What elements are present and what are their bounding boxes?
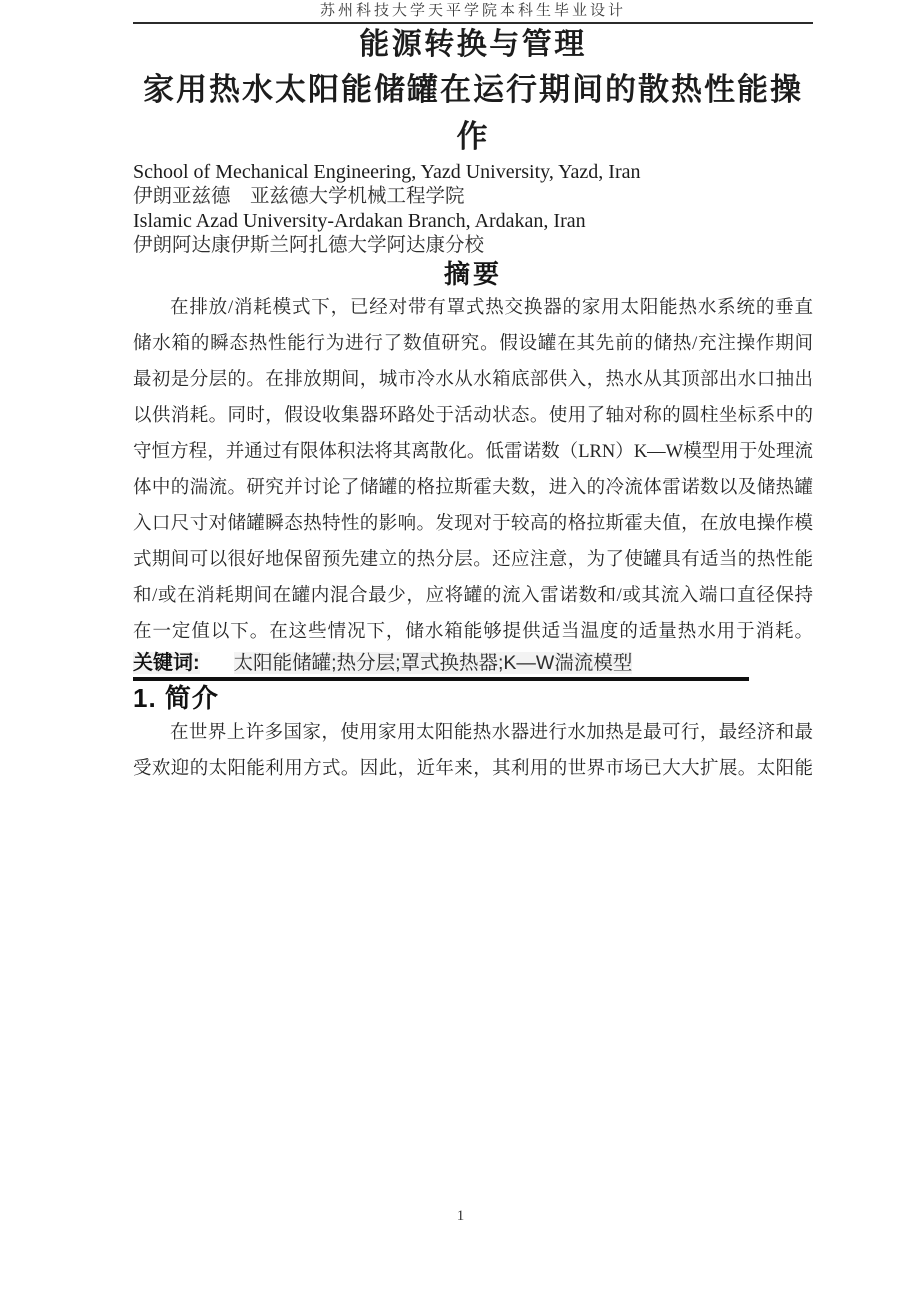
affiliation-1-chinese: 伊朗亚兹德 亚兹德大学机械工程学院 xyxy=(133,186,465,207)
intro-line: 受欢迎的太阳能利用方式。因此，近年来，其利用的世界市场已大大扩展。太阳能 xyxy=(133,759,813,779)
section-1-body xyxy=(133,715,813,787)
keywords-line xyxy=(133,650,813,677)
abstract-line: 储水箱的瞬态热性能行为进行了数值研究。假设罐在其先前的储热/充注操作期间 xyxy=(133,334,813,354)
affiliation-2-chinese: 伊朗阿达康伊斯兰阿扎德大学阿达康分校 xyxy=(133,235,485,256)
abstract-line: 入口尺寸对储罐瞬态热特性的影响。发现对于较高的格拉斯霍夫值，在放电操作模 xyxy=(133,514,813,534)
abstract-line: 最初是分层的。在排放期间，城市冷水从水箱底部供入，热水从其顶部出水口抽出 xyxy=(133,370,813,390)
affiliation-2-english: Islamic Azad University-Ardakan Branch, Ardakan, Iran xyxy=(133,210,586,232)
intro-line: 在世界上许多国家，使用家用太阳能热水器进行水加热是最可行，最经济和最 xyxy=(170,723,813,743)
page-number: 1 xyxy=(456,1208,465,1224)
keywords-label: 关键词: xyxy=(133,652,200,674)
abstract-line: 和/或在消耗期间在罐内混合最少，应将罐的流入雷诺数和/或其流入端口直径保持 xyxy=(133,586,813,606)
abstract-line: 守恒方程，并通过有限体积法将其离散化。低雷诺数（LRN）K—W模型用于处理流 xyxy=(133,442,813,462)
abstract-line: 以供消耗。同时，假设收集器环路处于活动状态。使用了轴对称的圆柱坐标系中的 xyxy=(133,406,813,426)
page-header-title: 苏州科技大学天平学院本科生毕业设计 xyxy=(319,3,626,19)
abstract-line: 式期间可以很好地保留预先建立的热分层。还应注意，为了使罐具有适当的热性能 xyxy=(133,550,813,570)
section-1-heading: 1. 简介 xyxy=(133,683,219,713)
abstract-line: 体中的湍流。研究并讨论了储罐的格拉斯霍夫数，进入的冷流体雷诺数以及储热罐 xyxy=(133,478,813,498)
keywords-value: 太阳能储罐;热分层;罩式换热器;K—W湍流模型 xyxy=(233,652,633,674)
paper-title: 家用热水太阳能储罐在运行期间的散热性能操作 xyxy=(143,72,803,154)
abstract-line: 在一定值以下。在这些情况下，储水箱能够提供适当温度的适量热水用于消耗。 xyxy=(133,622,813,642)
journal-title: 能源转换与管理 xyxy=(359,28,587,61)
affiliation-1-english: School of Mechanical Engineering, Yazd University, Yazd, Iran xyxy=(133,161,641,183)
abstract-body xyxy=(133,290,813,650)
abstract-line: 在排放/消耗模式下，已经对带有罩式热交换器的家用太阳能热水系统的垂直 xyxy=(170,298,813,318)
abstract-heading: 摘要 xyxy=(443,259,502,289)
